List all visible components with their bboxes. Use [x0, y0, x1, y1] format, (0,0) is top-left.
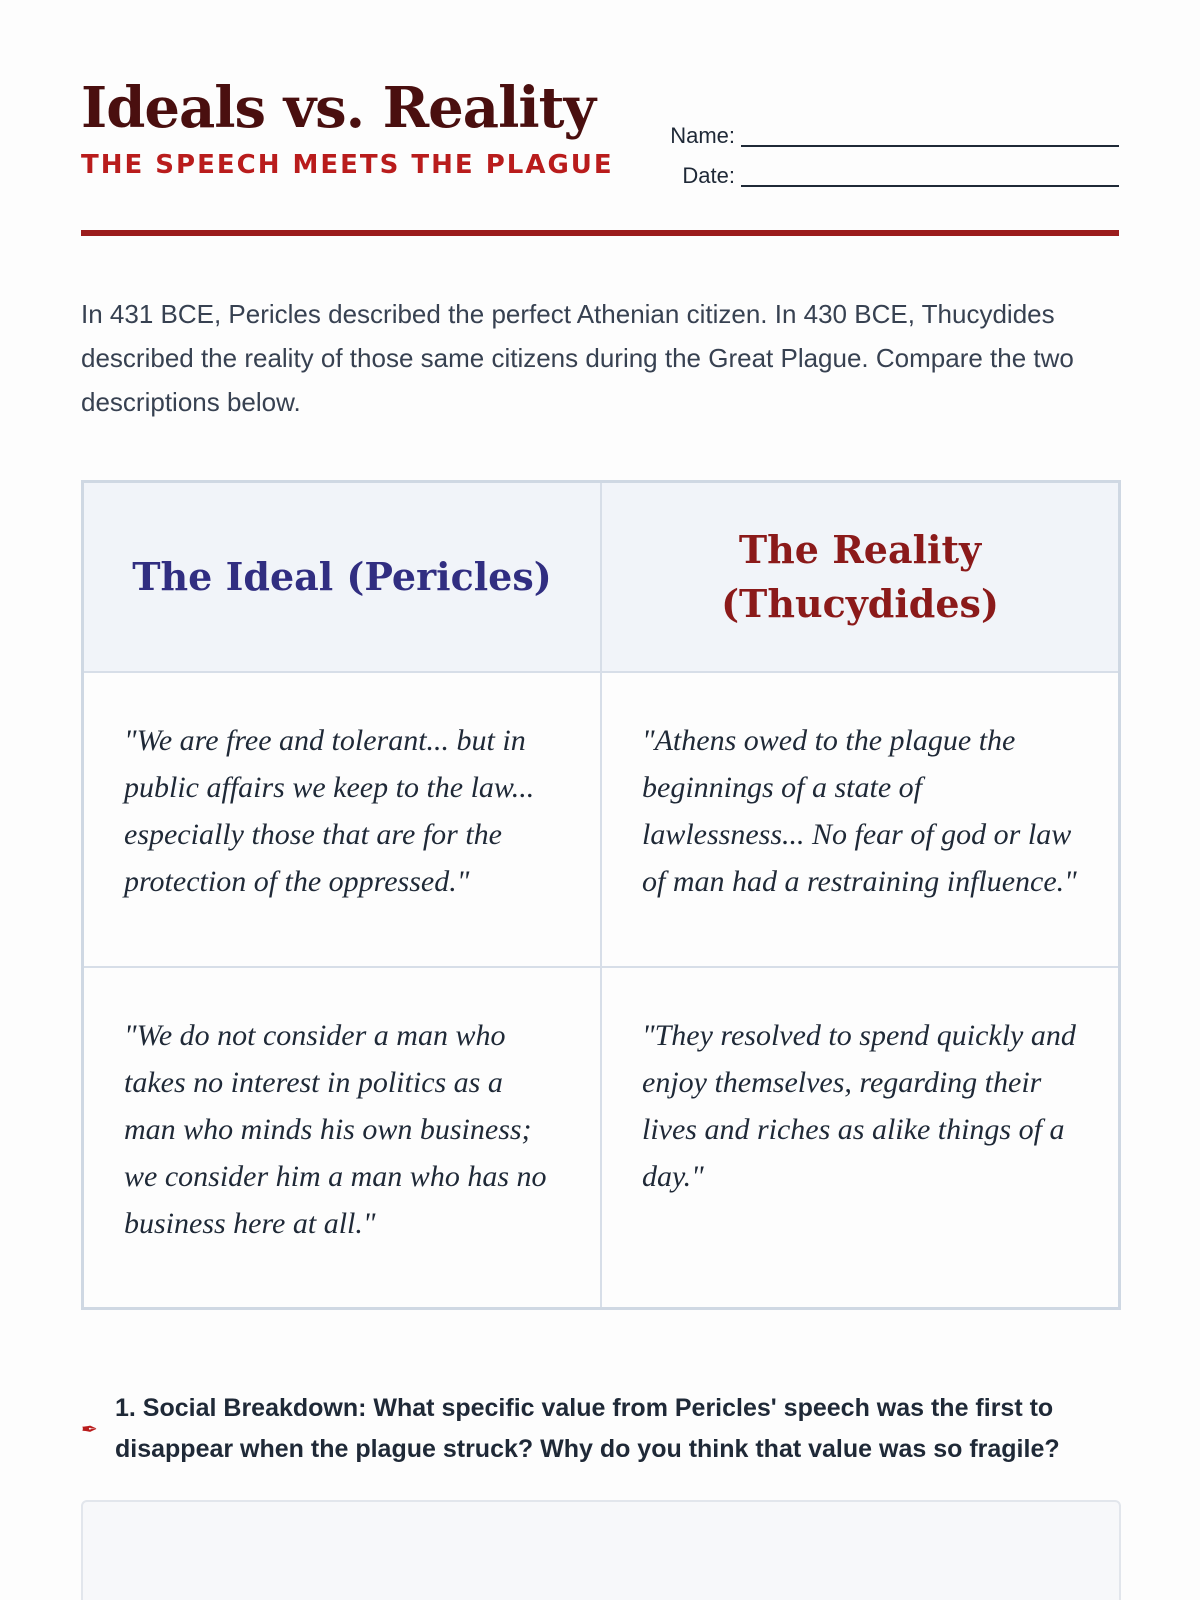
ideal-quote: "We are free and tolerant... but in public affairs we keep to the law... especially those that are for the protection of the oppressed.": [83, 672, 602, 967]
question-text: 1. Social Breakdown: What specific value from Pericles' speech was the first to disappear when the plague struck? Why do you think that value was so fragile?: [115, 1394, 1060, 1463]
table-row: [83, 672, 1120, 967]
comparison-table: [81, 480, 1121, 1310]
name-row: [659, 113, 1119, 153]
date-field[interactable]: [741, 163, 1119, 187]
quill-icon: ✒: [81, 1419, 98, 1441]
reality-quote: "Athens owed to the plague the beginnings of a state of lawlessness... No fear of god or law of man had a restraining influence.": [601, 672, 1120, 967]
student-info: [659, 113, 1119, 193]
ideal-column-header: The Ideal (Pericles): [83, 482, 602, 672]
date-row: [659, 153, 1119, 193]
table-header-row: [83, 482, 1120, 672]
name-label: Name:: [670, 123, 735, 148]
page-subtitle: THE SPEECH MEETS THE PLAGUE: [81, 150, 614, 180]
question-1: [81, 1388, 1119, 1470]
table-row: [83, 967, 1120, 1309]
worksheet-header: [81, 0, 1119, 236]
page-title: Ideals vs. Reality: [81, 75, 596, 141]
intro-paragraph: In 431 BCE, Pericles described the perfect Athenian citizen. In 430 BCE, Thucydides described the reality of those same citizens during the Great Plague. Compare the two descriptions below.: [81, 299, 1074, 417]
ideal-quote: "We do not consider a man who takes no interest in politics as a man who minds his own business; we consider him a man who has no business here at all.": [83, 967, 602, 1309]
answer-box[interactable]: [81, 1500, 1121, 1600]
date-label: Date:: [682, 163, 735, 188]
reality-column-header: The Reality (Thucydides): [601, 482, 1120, 672]
name-field[interactable]: [741, 123, 1119, 147]
reality-quote: "They resolved to spend quickly and enjoy themselves, regarding their lives and riches as alike things of a day.": [601, 967, 1120, 1309]
